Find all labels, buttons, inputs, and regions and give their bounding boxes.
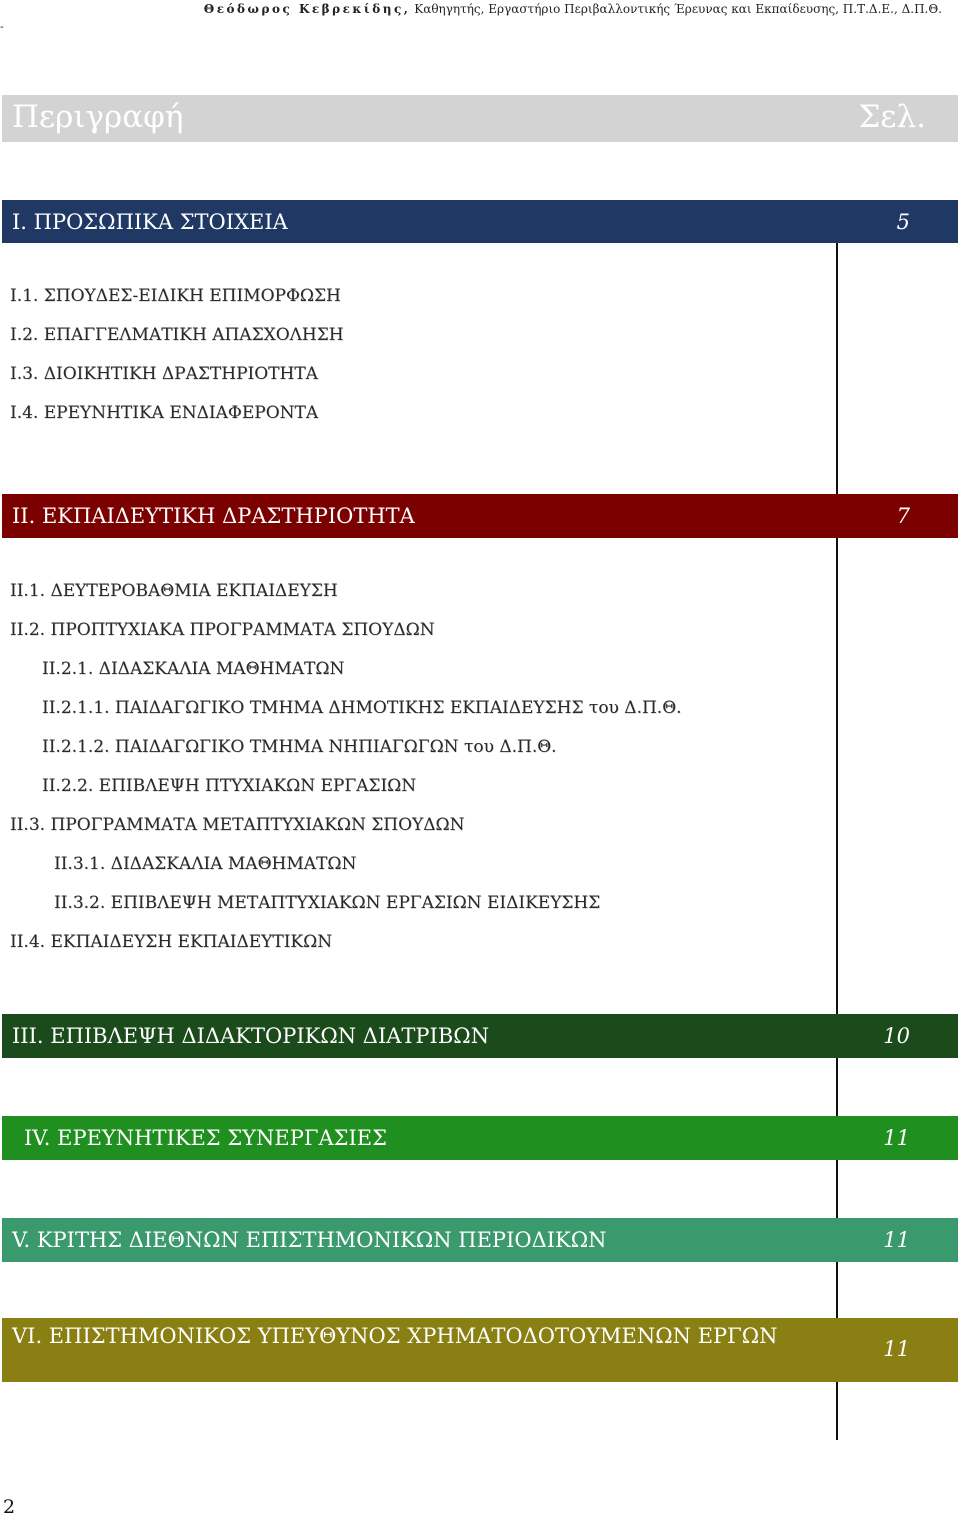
toc-item-i-1[interactable]: I.1. ΣΠΟΥΔΕΣ-ΕΙΔΙΚΗ ΕΠΙΜΟΡΦΩΣΗ	[10, 286, 341, 306]
section-page: 11	[883, 1228, 910, 1252]
header-author: Θεόδωρος Κεβρεκίδης,	[203, 2, 411, 16]
section-label: IV. ΕΡΕΥΝΗΤΙΚΕΣ ΣΥΝΕΡΓΑΣΙΕΣ	[24, 1126, 387, 1150]
section-label: VI. ΕΠΙΣΤΗΜΟΝΙΚΟΣ ΥΠΕΥΘΥΝΟΣ ΧΡΗΜΑΤΟΔΟΤΟΥΜΕΝΩΝ ΕΡΓΩΝ	[12, 1324, 778, 1348]
page-header	[0, 0, 960, 33]
section-page: 10	[883, 1024, 910, 1048]
toc-item-ii-2-1[interactable]: II.2.1. ΔΙΔΑΣΚΑΛΙΑ ΜΑΘΗΜΑΤΩΝ	[42, 659, 345, 679]
toc-section-1[interactable]	[2, 200, 958, 243]
section-label: I. ΠΡΟΣΩΠΙΚΑ ΣΤΟΙΧΕΙΑ	[12, 210, 288, 234]
section-page: 7	[896, 504, 910, 528]
toc-section-5[interactable]	[2, 1218, 958, 1262]
toc-item-ii-1[interactable]: II.1. ΔΕΥΤΕΡΟΒΑΘΜΙΑ ΕΚΠΑΙΔΕΥΣΗ	[10, 581, 338, 601]
section-page: 11	[883, 1126, 910, 1150]
toc-item-ii-2[interactable]: II.2. ΠΡΟΠΤΥΧΙΑΚΑ ΠΡΟΓΡΑΜΜΑΤΑ ΣΠΟΥΔΩΝ	[10, 620, 435, 640]
toc-section-2[interactable]	[2, 494, 958, 538]
toc-section-4[interactable]	[2, 1116, 958, 1160]
page-number: 2	[3, 1496, 16, 1518]
header-dash: -	[0, 20, 4, 33]
toc-title-bar	[2, 95, 958, 142]
toc-item-ii-3[interactable]: II.3. ΠΡΟΓΡΑΜΜΑΤΑ ΜΕΤΑΠΤΥΧΙΑΚΩΝ ΣΠΟΥΔΩΝ	[10, 815, 465, 835]
header-text	[204, 2, 942, 16]
toc-item-i-2[interactable]: I.2. ΕΠΑΓΓΕΛΜΑΤΙΚΗ ΑΠΑΣΧΟΛΗΣΗ	[10, 325, 344, 345]
toc-title: Περιγραφή	[12, 99, 184, 135]
section-label: III. ΕΠΙΒΛΕΨΗ ΔΙΔΑΚΤΟΡΙΚΩΝ ΔΙΑΤΡΙΒΩΝ	[12, 1024, 490, 1048]
toc-item-ii-2-1-1[interactable]: II.2.1.1. ΠΑΙΔΑΓΩΓΙΚΟ ΤΜΗΜΑ ΔΗΜΟΤΙΚΗΣ ΕΚΠΑΙΔΕΥΣΗΣ του Δ.Π.Θ.	[42, 698, 682, 718]
section-label: V. ΚΡΙΤΗΣ ΔΙΕΘΝΩΝ ΕΠΙΣΤΗΜΟΝΙΚΩΝ ΠΕΡΙΟΔΙΚΩΝ	[12, 1228, 607, 1252]
section-page: 11	[883, 1337, 910, 1361]
toc-item-ii-3-2[interactable]: II.3.2. ΕΠΙΒΛΕΨΗ ΜΕΤΑΠΤΥΧΙΑΚΩΝ ΕΡΓΑΣΙΩΝ ΕΙΔΙΚΕΥΣΗΣ	[54, 893, 601, 913]
toc-section-6[interactable]	[2, 1318, 958, 1382]
toc-item-ii-3-1[interactable]: II.3.1. ΔΙΔΑΣΚΑΛΙΑ ΜΑΘΗΜΑΤΩΝ	[54, 854, 357, 874]
toc-item-ii-2-2[interactable]: II.2.2. ΕΠΙΒΛΕΨΗ ΠΤΥΧΙΑΚΩΝ ΕΡΓΑΣΙΩΝ	[42, 776, 417, 796]
section-label: II. ΕΚΠΑΙΔΕΥΤΙΚΗ ΔΡΑΣΤΗΡΙΟΤΗΤΑ	[12, 504, 415, 528]
toc-section-3[interactable]	[2, 1014, 958, 1058]
section-page: 5	[896, 210, 910, 234]
toc-item-i-4[interactable]: I.4. ΕΡΕΥΝΗΤΙΚΑ ΕΝΔΙΑΦΕΡΟΝΤΑ	[10, 403, 319, 423]
toc-item-ii-2-1-2[interactable]: II.2.1.2. ΠΑΙΔΑΓΩΓΙΚΟ ΤΜΗΜΑ ΝΗΠΙΑΓΩΓΩΝ του Δ.Π.Θ.	[42, 737, 557, 757]
toc-item-ii-4[interactable]: II.4. ΕΚΠΑΙΔΕΥΣΗ ΕΚΠΑΙΔΕΥΤΙΚΩΝ	[10, 932, 333, 952]
toc-item-i-3[interactable]: I.3. ΔΙΟΙΚΗΤΙΚΗ ΔΡΑΣΤΗΡΙΟΤΗΤΑ	[10, 364, 318, 384]
toc-page-column-label: Σελ.	[858, 99, 926, 135]
header-affiliation: Καθηγητής, Εργαστήριο Περιβαλλοντικής Έρευνας και Εκπαίδευσης, Π.Τ.Δ.Ε., Δ.Π.Θ.	[410, 2, 942, 16]
